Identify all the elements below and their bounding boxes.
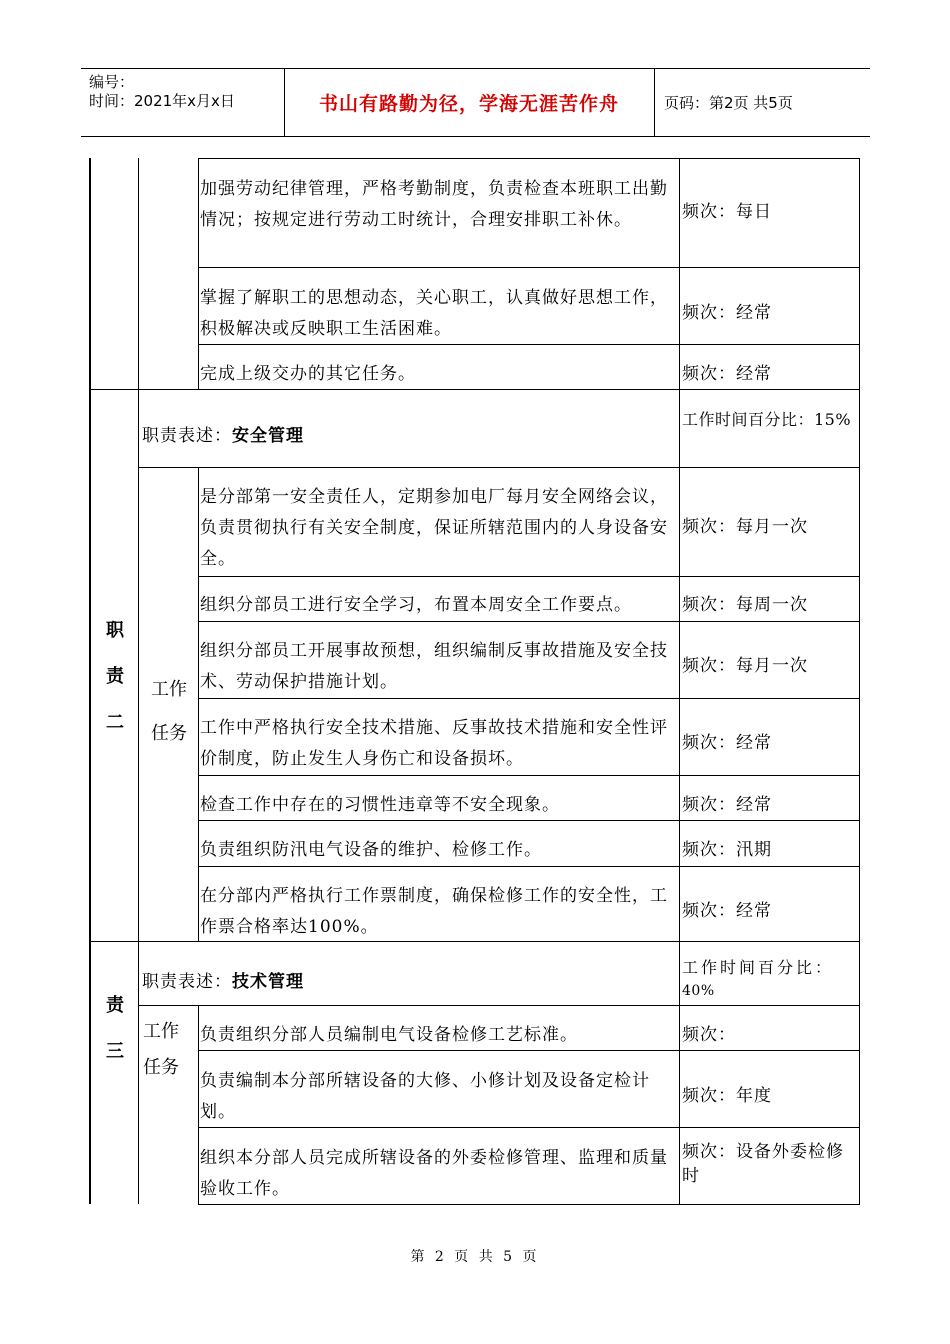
task-text: 在分部内严格执行工作票制度，确保检修工作的安全性，工作票合格率达100%。 bbox=[200, 886, 668, 937]
duty-desc-label: 职责表述： bbox=[142, 972, 232, 992]
task-frequency: 频次：每周一次 bbox=[682, 595, 808, 615]
work-time-percentage: 工作时间百分比：15% bbox=[682, 410, 852, 429]
task-frequency: 频次：汛期 bbox=[682, 840, 772, 860]
work-task-label-line: 工作 bbox=[143, 1021, 179, 1042]
task-frequency: 频次：每日 bbox=[682, 202, 772, 222]
task-text: 负责组织分部人员编制电气设备检修工艺标准。 bbox=[200, 1025, 578, 1045]
duty-desc-title: 安全管理 bbox=[232, 426, 304, 446]
table-row-line bbox=[198, 698, 860, 699]
work-task-label bbox=[140, 668, 198, 756]
header-meta bbox=[89, 73, 235, 111]
duty-desc-title: 技术管理 bbox=[232, 972, 304, 992]
side-char: 责 bbox=[106, 995, 124, 1016]
table-row-line bbox=[198, 775, 860, 776]
task-text: 组织分部员工开展事故预想，组织编制反事故措施及安全技术、劳动保护措施计划。 bbox=[200, 641, 668, 692]
table-border-right bbox=[859, 158, 860, 1204]
task-text: 工作中严格执行安全技术措施、反事故技术措施和安全性评价制度，防止发生人身伤亡和设备损坏。 bbox=[200, 718, 668, 769]
task-text: 完成上级交办的其它任务。 bbox=[200, 364, 416, 384]
header-page-info: 页码：第2页 共5页 bbox=[664, 94, 793, 112]
table-row-line bbox=[138, 467, 860, 468]
header-motto: 书山有路勤为径，学海无涯苦作舟 bbox=[318, 93, 619, 115]
work-time-percentage-label: 工作时间百分比： bbox=[682, 958, 835, 977]
task-frequency: 频次：经常 bbox=[682, 901, 772, 921]
work-time-percentage-value: 40% bbox=[682, 983, 715, 999]
duty-description bbox=[142, 967, 304, 998]
table-col-line bbox=[198, 1005, 199, 1204]
work-task-label-line: 任务 bbox=[151, 723, 187, 744]
work-time-percentage bbox=[682, 955, 858, 1001]
table-col-line bbox=[679, 158, 680, 1204]
side-char: 职 bbox=[106, 620, 124, 641]
duty-desc-label: 职责表述： bbox=[142, 426, 232, 446]
task-frequency: 频次：经常 bbox=[682, 303, 772, 323]
task-frequency: 频次： bbox=[682, 1025, 736, 1045]
task-frequency: 频次：设备外委检修时 bbox=[682, 1142, 844, 1186]
task-text: 加强劳动纪律管理，严格考勤制度，负责检查本班职工出勤情况；按规定进行劳动工时统计，合理安排职工补休。 bbox=[200, 179, 668, 230]
doc-number-label: 编号： bbox=[89, 73, 135, 91]
table-border-left bbox=[89, 158, 91, 1204]
duty-description bbox=[142, 421, 304, 452]
task-text: 组织本分部人员完成所辖设备的外委检修管理、监理和质量验收工作。 bbox=[200, 1148, 668, 1199]
page-header bbox=[81, 68, 870, 137]
task-frequency: 频次：年度 bbox=[682, 1086, 772, 1106]
task-text: 组织分部员工进行安全学习，布置本周安全工作要点。 bbox=[200, 595, 632, 615]
side-char: 三 bbox=[106, 1041, 124, 1062]
task-text: 负责编制本分部所辖设备的大修、小修计划及设备定检计划。 bbox=[200, 1071, 650, 1122]
work-task-label-line: 工作 bbox=[151, 679, 187, 700]
table-row-line bbox=[198, 267, 860, 268]
task-frequency: 频次：经常 bbox=[682, 733, 772, 753]
page-footer: 第 2 页 共 5 页 bbox=[410, 1249, 540, 1265]
table-row-line bbox=[198, 621, 860, 622]
task-frequency: 频次：经常 bbox=[682, 795, 772, 815]
task-text: 是分部第一安全责任人，定期参加电厂每月安全网络会议，负责贯彻执行有关安全制度，保证所辖范围内的人身设备安全。 bbox=[200, 487, 668, 569]
table-row-line bbox=[198, 866, 860, 867]
header-divider bbox=[654, 69, 655, 136]
task-frequency: 频次：每月一次 bbox=[682, 656, 808, 676]
task-text: 负责组织防汛电气设备的维护、检修工作。 bbox=[200, 840, 542, 860]
doc-time-label: 时间：2021年x月x日 bbox=[89, 92, 235, 110]
task-text: 掌握了解职工的思想动态，关心职工，认真做好思想工作，积极解决或反映职工生活困难。 bbox=[200, 288, 668, 339]
work-task-label bbox=[132, 1014, 190, 1086]
side-char: 责 bbox=[106, 666, 124, 687]
header-divider bbox=[284, 69, 285, 136]
task-text: 检查工作中存在的习惯性违章等不安全现象。 bbox=[200, 795, 560, 815]
table-col-line bbox=[198, 467, 199, 941]
duty-two-side-label bbox=[92, 608, 138, 746]
table-row-line bbox=[138, 1005, 860, 1006]
work-task-label-line: 任务 bbox=[143, 1057, 179, 1078]
side-char: 二 bbox=[106, 712, 124, 733]
task-frequency: 频次：经常 bbox=[682, 364, 772, 384]
task-frequency: 频次：每月一次 bbox=[682, 517, 808, 537]
table-col-line bbox=[198, 158, 199, 389]
table-row-line bbox=[198, 576, 860, 577]
